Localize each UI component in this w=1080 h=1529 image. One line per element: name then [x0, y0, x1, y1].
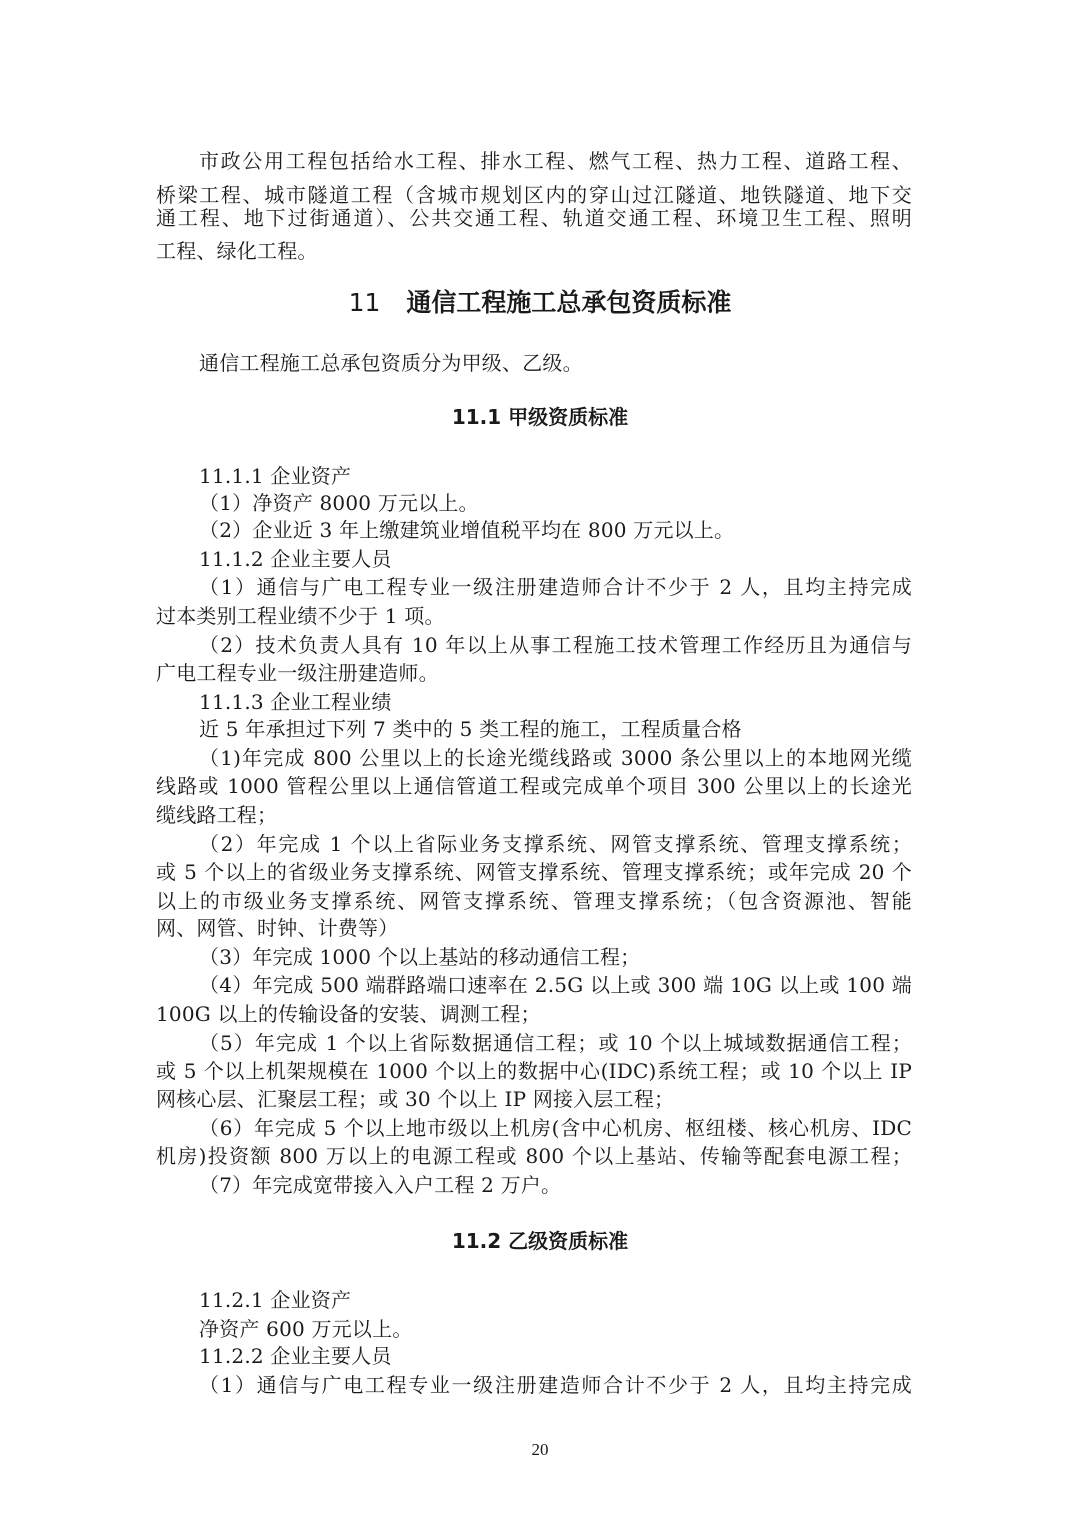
grade-a-line: （3）年完成 1000 个以上基站的移动通信工程； — [199, 945, 641, 969]
grade-a-line: 网核心层、汇聚层工程；或 30 个以上 IP 网接入层工程； — [156, 1087, 675, 1111]
grade-a-line: 线路或 1000 管程公里以上通信管道工程或完成单个项目 300 公里以上的长途光 — [156, 774, 912, 798]
grade-a-line: （2）年完成 1 个以上省际业务支撑系统、网管支撑系统、管理支撑系统； — [199, 832, 912, 856]
grade-a-line: 以上的市级业务支撑系统、网管支撑系统、管理支撑系统；（包含资源池、智能 — [156, 889, 912, 913]
grade-a-line: （1)年完成 800 公里以上的长途光缆线路或 3000 条公里以上的本地网光缆 — [199, 746, 912, 770]
grade-a-line: （5）年完成 1 个以上省际数据通信工程；或 10 个以上城域数据通信工程； — [199, 1031, 912, 1055]
grade-a-line: （2）技术负责人具有 10 年以上从事工程施工技术管理工作经历且为通信与 — [199, 633, 912, 657]
grade-a-line: 广电工程专业一级注册建造师。 — [156, 661, 439, 685]
intro-line: 工程、绿化工程。 — [156, 239, 318, 263]
grade-b-line: 11.2.2 企业主要人员 — [199, 1344, 392, 1368]
grade-a-line: 缆线路工程； — [156, 803, 278, 827]
grade-b-line: 净资产 600 万元以上。 — [199, 1317, 413, 1341]
grade-a-line: 网、网管、时钟、计费等） — [156, 916, 399, 940]
grade-a-line: 或 5 个以上机架规模在 1000 个以上的数据中心(IDC)系统工程；或 10 个以上 IP — [156, 1059, 912, 1083]
section-number: 11 — [348, 288, 381, 317]
grade-b-heading: 11.2 乙级资质标准 — [451, 1229, 629, 1253]
grade-b-line: 11.2.1 企业资产 — [199, 1288, 352, 1312]
grade-a-line: （6）年完成 5 个以上地市级以上机房(含中心机房、枢纽楼、核心机房、IDC — [199, 1116, 912, 1140]
grade-a-line: （1）净资产 8000 万元以上。 — [199, 491, 479, 515]
section-title: 通信工程施工总承包资质标准 — [406, 288, 732, 317]
grade-a-heading: 11.1 甲级资质标准 — [451, 405, 629, 429]
grade-a-line: （2）企业近 3 年上缴建筑业增值税平均在 800 万元以上。 — [199, 518, 735, 542]
grade-a-line: 近 5 年承担过下列 7 类中的 5 类工程的施工，工程质量合格 — [199, 717, 742, 741]
section-heading — [0, 286, 1080, 320]
grade-a-line: 或 5 个以上的省级业务支撑系统、网管支撑系统、管理支撑系统；或年完成 20 个 — [156, 860, 912, 884]
intro-line: 通工程、地下过街通道）、公共交通工程、轨道交通工程、环境卫生工程、照明 — [156, 206, 912, 230]
grade-a-line: 11.1.2 企业主要人员 — [199, 547, 392, 571]
page-number: 20 — [531, 1440, 549, 1459]
grade-a-line: 机房)投资额 800 万以上的电源工程或 800 个以上基站、传输等配套电源工程； — [156, 1144, 912, 1168]
grade-b-line: （1）通信与广电工程专业一级注册建造师合计不少于 2 人，且均主持完成 — [199, 1373, 912, 1397]
intro-line: 桥梁工程、城市隧道工程（含城市规划区内的穿山过江隧道、地铁隧道、地下交 — [156, 183, 912, 207]
grade-a-line: （1）通信与广电工程专业一级注册建造师合计不少于 2 人，且均主持完成 — [199, 575, 912, 599]
grade-a-line: 11.1.3 企业工程业绩 — [199, 690, 392, 714]
grade-a-line: （7）年完成宽带接入入户工程 2 万户。 — [199, 1173, 562, 1197]
intro-line: 市政公用工程包括给水工程、排水工程、燃气工程、热力工程、道路工程、 — [199, 149, 912, 173]
grade-a-line: 11.1.1 企业资产 — [199, 464, 352, 488]
grade-a-line: （4）年完成 500 端群路端口速率在 2.5G 以上或 300 端 10G 以上或 100 端 — [199, 973, 912, 997]
section-intro: 通信工程施工总承包资质分为甲级、乙级。 — [199, 351, 583, 375]
grade-a-line: 过本类别工程业绩不少于 1 项。 — [156, 604, 445, 628]
grade-a-line: 100G 以上的传输设备的安装、调测工程； — [156, 1002, 541, 1026]
